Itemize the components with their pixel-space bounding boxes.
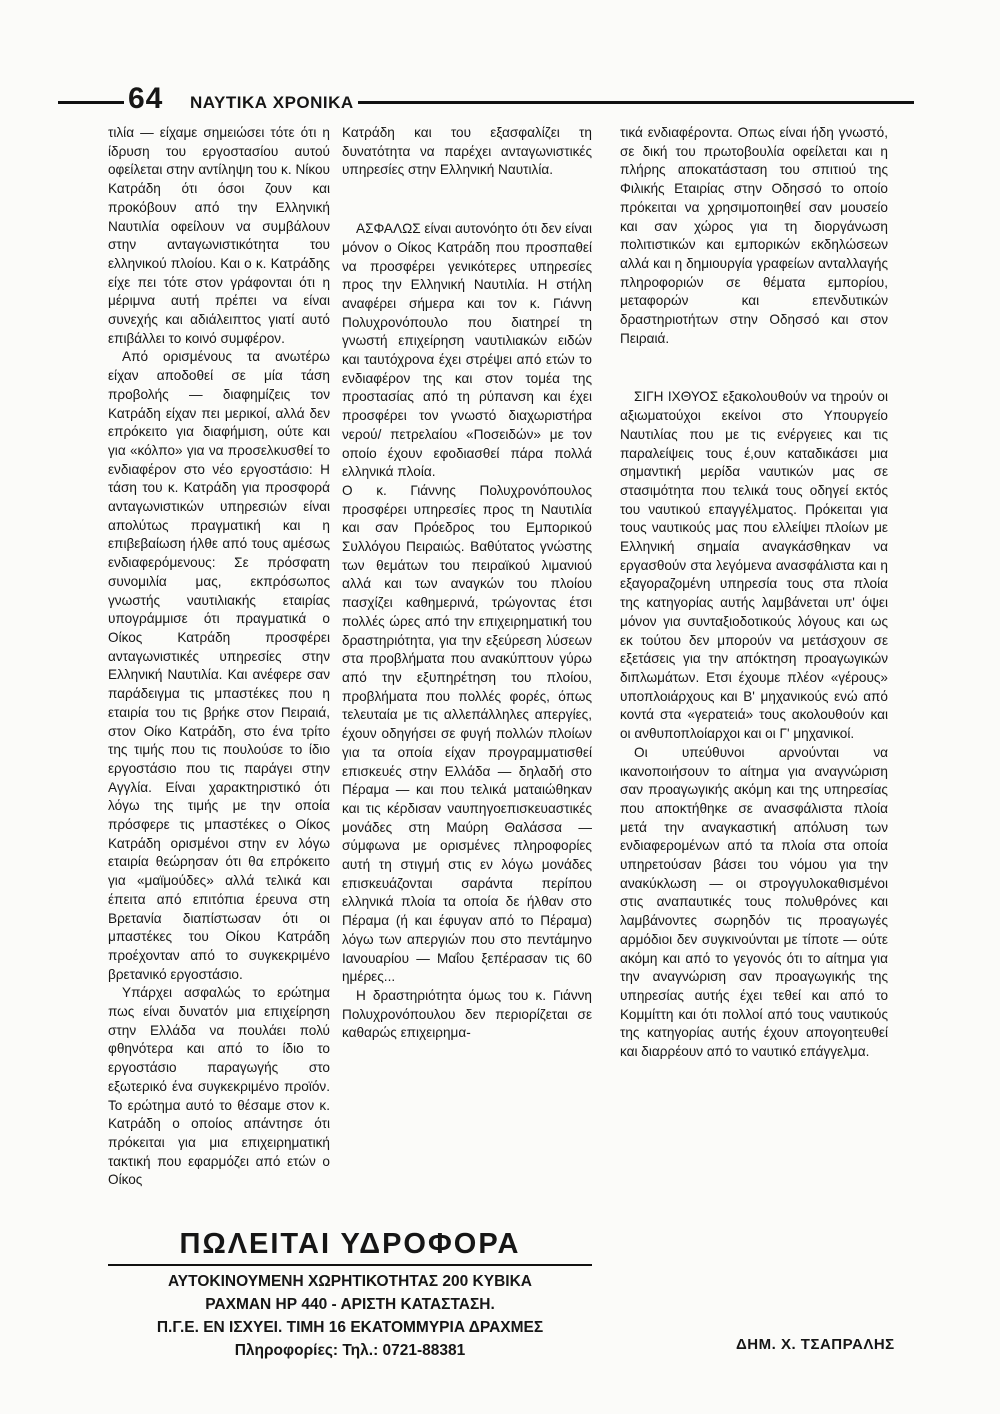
paragraph: Από ορισμένους τα ανωτέρω είχαν αποδοθεί σε μία τάση προβολής — διαφημίζεις τον Κατράδη είχαν πει μερικοί, αλλά δεν επρόκειτο για διαφήμιση, ούτε και για «κόλπο» για να προσελκυσθεί το ενδιαφέρον στο νέο εργοστάσιο: Η τάση του κ. Κατράδη για προσφορά ανταγωνιστικών υπηρεσιών είναι απολύτως πραγματική και η επιβεβαίωση ήλθε από τους αμέσως ενδιαφερόμενους: Σε πρόσφατη συνομιλία μας, εκπρόσωπος γνωστής ναυτιλιακής εταιρίας υπογράμμισε ότι πραγματικά ο Οίκος Κατράδη προσφέρει ανταγωνιστικές υπηρεσίες στην Ελληνική Ναυτιλία. Και ανέφερε σαν παράδειγμα τις μπαστέκες που η εταιρία του τις βρήκε στον Πειραιά, στον Οίκο Κατράδη, στο ένα τρίτο της τιμής που τις πουλούσε το ίδιο εργοστάσιο που τις παράγει στην Αγγλία. Είναι χαρακτηριστικό ότι λόγω της τιμής με την οποία πρόσφερε τις μπαστέκες ο Οίκος Κατράδη ορισμένοι στην εν λόγω εταιρία θεώρησαν ότι θα επρόκειτο για «μαϊμούδες» αλλά τελικά και έπειτα από επιτόπια έρευνα στη Βρετανία διαπίστωσαν ότι οι μπαστέκες του Οίκου Κατράδη προέχονταν από το συγκεκριμένο βρετανικό εργοστάσιο.: [108, 349, 330, 982]
ad-line: ΡΑΧΜΑΝ ΗΡ 440 - ΑΡΙΣΤΗ ΚΑΤΑΣΤΑΣΗ.: [205, 1296, 495, 1313]
paragraph: ΑΣΦΑΛΩΣ είναι αυτονόητο ότι δεν είναι μόνον ο Οίκος Κατράδη που προσπαθεί να προσφέρει γενικότερες υπηρεσίες προς την Ελληνική Ναυτιλία. Η στήλη αναφέρει σήμερα και τον κ. Γιάννη Πολυχρονόπουλο που διατηρεί τη γνωστή επιχείρηση ναυτιλιακών ειδών και ταυτόχρονα έχει στρέψει από ετών το ενδιαφέρον της και στον τομέα της προστασίας από τη ρύπανση και έχει προσφέρει τον γνωστό διαχωριστήρα νερού/ πετρελαίου «Ποσειδών» με τον οποίο έχουν εφοδιασθεί πάρα πολλά ελληνικά πλοία.: [342, 221, 592, 480]
page-header: [58, 82, 914, 120]
author-signature: ΔΗΜ. Χ. ΤΣΑΠΡΑΛΗΣ: [736, 1336, 895, 1353]
ad-line: ΑΥΤΟΚΙΝΟΥΜΕΝΗ ΧΩΡΗΤΙΚΟΤΗΤΑΣ 200 ΚΥΒΙΚΑ: [168, 1273, 532, 1290]
paragraph: Οι υπεύθυνοι αρνούνται να ικανοποιήσουν το αίτημα για αναγνώριση σαν προαγωγικής ακόμη και της υπηρεσίας που αποκτήθηκε σε ανασφάλιστα πλοία μετά την αναγκαστική απόλυση των ενδιαφερομένων από τα πλοία στα οποία υπηρετούσαν βάσει του νόμου για την ανακύκλωση — οι στρογγυλοκαθισμένοι στις αναπαυτικές τους πολυθρόνες και λαμβάνοντες σωρηδόν τις προαγωγές αρμόδιοι δεν συγκινούνται με τίποτε — ούτε ακόμη και από το γεγονός ότι το αίτημα για την αναγνώριση σαν προαγωγικής της υπηρεσίας αυτής έχει τεθεί και από το Κομμίττη και ότι πολλοί από τους ναυτικούς της κατηγορίας αυτής έχουν απογοητευθεί και διαρρέουν από το ναυτικό επάγγελμα.: [620, 744, 888, 1060]
article-column-1: [108, 124, 330, 1190]
paragraph: ΣΙΓΗ ΙΧΘΥΟΣ εξακολουθούν να τηρούν οι αξιωματούχοι εκείνοι στο Υπουργείο Ναυτιλίας που με τις ενέργειες και τις παραλείψεις τους έ,ουν καταδικάσει μια σημαντική μερίδα ναυτικών μας σε στασιμότητα που τελικά τους οδηγεί εκτός του ναυτικού επαγγέλματος. Πρόκειται για τους ναυτικούς μας που ελλείψει πλοίων με Ελληνική σημαία αναγκάσθηκαν να εργασθούν στα λεγόμενα ανασφάλιστα και η εξαγοραζομένη υπηρεσία τους στα πλοία της κατηγορίας αυτής λαμβάνεται υπ' όψει μόνον για συνταξιοδοτικούς λόγους και ως εκ τούτου δεν μπορούν να μετάσχουν σε εξετάσεις για την απόκτηση προαγωγικών διπλωμάτων. Ετσι έχουμε πλέον «γέρους» υποπλοιάρχους και Β' μηχανικούς ενώ από κοντά στα «γερατειά» τους ακολουθούν και οι ανθυποπλοίαρχοι και οι Γ' μηχανικοί.: [620, 389, 888, 742]
paragraph: Η δραστηριότητα όμως του κ. Γιάννη Πολυχρονόπουλου δεν περιορίζεται σε καθαρώς επιχειρημα-: [342, 987, 592, 1041]
paragraph: Υπάρχει ασφαλώς το ερώτημα πως είναι δυνατόν μια επιχείρηση στην Ελλάδα να πουλάει πολύ φθηνότερα και από το ίδιο το εργοστάσιο παραγωγής στο εξωτερικό ένα συγκεκριμένο προϊόν. Το ερώτημα αυτό το θέσαμε στον κ. Κατράδη ο οποίος απάντησε ότι πρόκειται για μια επιχειρηματική τακτική που εφαρμόζει από ετών ο Οίκος: [108, 985, 330, 1188]
ad-contact: Πληροφορίες: Τηλ.: 0721-88381: [234, 1342, 466, 1359]
ad-title: ΠΩΛΕΙΤΑΙ ΥΔΡΟΦΟΡΑ: [179, 1228, 521, 1260]
classified-ad: [108, 1226, 592, 1362]
ad-line: Π.Γ.Ε. ΕΝ ΙΣΧΥΕΙ. ΤΙΜΗ 16 ΕΚΑΤΟΜΜΥΡΙΑ ΔΡΑΧΜΕΣ: [156, 1319, 544, 1336]
paragraph: Κατράδη και του εξασφαλίζει τη δυνατότητα να παρέχει ανταγωνιστικές υπηρεσίες στην Ελληνική Ναυτιλία.: [342, 125, 592, 178]
magazine-name: ΝΑΥΤΙΚΑ ΧΡΟΝΙΚΑ: [190, 93, 354, 112]
article-column-3: [620, 124, 888, 1062]
paragraph: Ο κ. Γιάννης Πολυχρονόπουλος προσφέρει υπηρεσίες προς τη Ναυτιλία και σαν Πρόεδρος του Εμπορικού Συλλόγου Πειραιώς. Βαθύτατος γνώστης των θεμάτων του πειραϊκού λιμανιού αλλά και των αναγκών του πλοίου πασχίζει καθημερινά, τρώγοντας έτσι πολλές ώρες από την επιχειρηματική του δραστηριότητα, για την εξεύρεση λύσεων στα προβλήματα που ανακύπτουν γύρω από την εξυπηρέτηση του πλοίου, προβλήματα που πολλές φορές, όπως τελευταία με τις αλλεπάλληλες απεργίες, έχουν οδηγήσει σε φυγή πολλών πλοίων για τα οποία είχαν προγραμματισθεί επισκευές στην Ελλάδα — δηλαδή στο Πέραμα — και που τελικά ματαιώθηκαν και τις κέρδισαν ναυπηγοεπισκευαστικές μονάδες στη Μαύρη Θαλάσσα — σύμφωνα με ορισμένες πληροφορίες αυτή τη στιγμή στις εν λόγω μονάδες επισκευάζονται σαράντα περίπου ελληνικά πλοία τα οποία δε ήλθαν στο Πέραμα (ή και έφυγαν από το Πέραμα) λόγω των απεργιών που στο πεντάμηνο Ιανουαρίου — Μαΐου ξεπέρασαν τις 60 ημέρες...: [342, 482, 592, 985]
page-number: 64: [128, 82, 164, 115]
header-rule-right: [358, 101, 914, 104]
paragraph: τικά ενδιαφέροντα. Οπως είναι ήδη γνωστό, σε δική του πρωτοβουλία οφείλεται και η πλήρης αποκατάσταση του σπιτιού της Φιλικής Εταιρίας στην Οδησσό το οποίο πρόκειται να χρησιμοποιηθεί σαν μουσείο και σαν χώρος για τη διοργάνωση πολιτιστικών και εμπορικών εκδηλώσεων αλλά και η δημιουργία γραφείων ανταλλαγής πληροφοριών σε θέματα εμπορίου, μεταφορών και επενδυτικών δραστηριοτήτων στην Οδησσό και στον Πειραιά.: [620, 125, 888, 346]
ad-divider: [108, 1264, 592, 1266]
header-rule-left: [58, 101, 124, 104]
paragraph: τιλία — είχαμε σημειώσει τότε ότι η ίδρυση του εργοστασίου αυτού οφείλεται στην αντίληψη του κ. Νίκου Κατράδη ότι όσοι ζουν και προκόβουν από την Ελληνική Ναυτιλία οφείλουν να συμβάλουν στην ανταγωνιστικότητα του ελληνικού πλοίου. Και ο κ. Κατράδης είχε πει τότε στον γράφονται ότι η μέριμνα αυτή πρέπει να είναι συνεχής και αδιάλειπτος γιατί αυτό επιβάλλει το κοινό συμφέρον.: [108, 125, 330, 346]
article-column-2: [342, 124, 592, 1043]
